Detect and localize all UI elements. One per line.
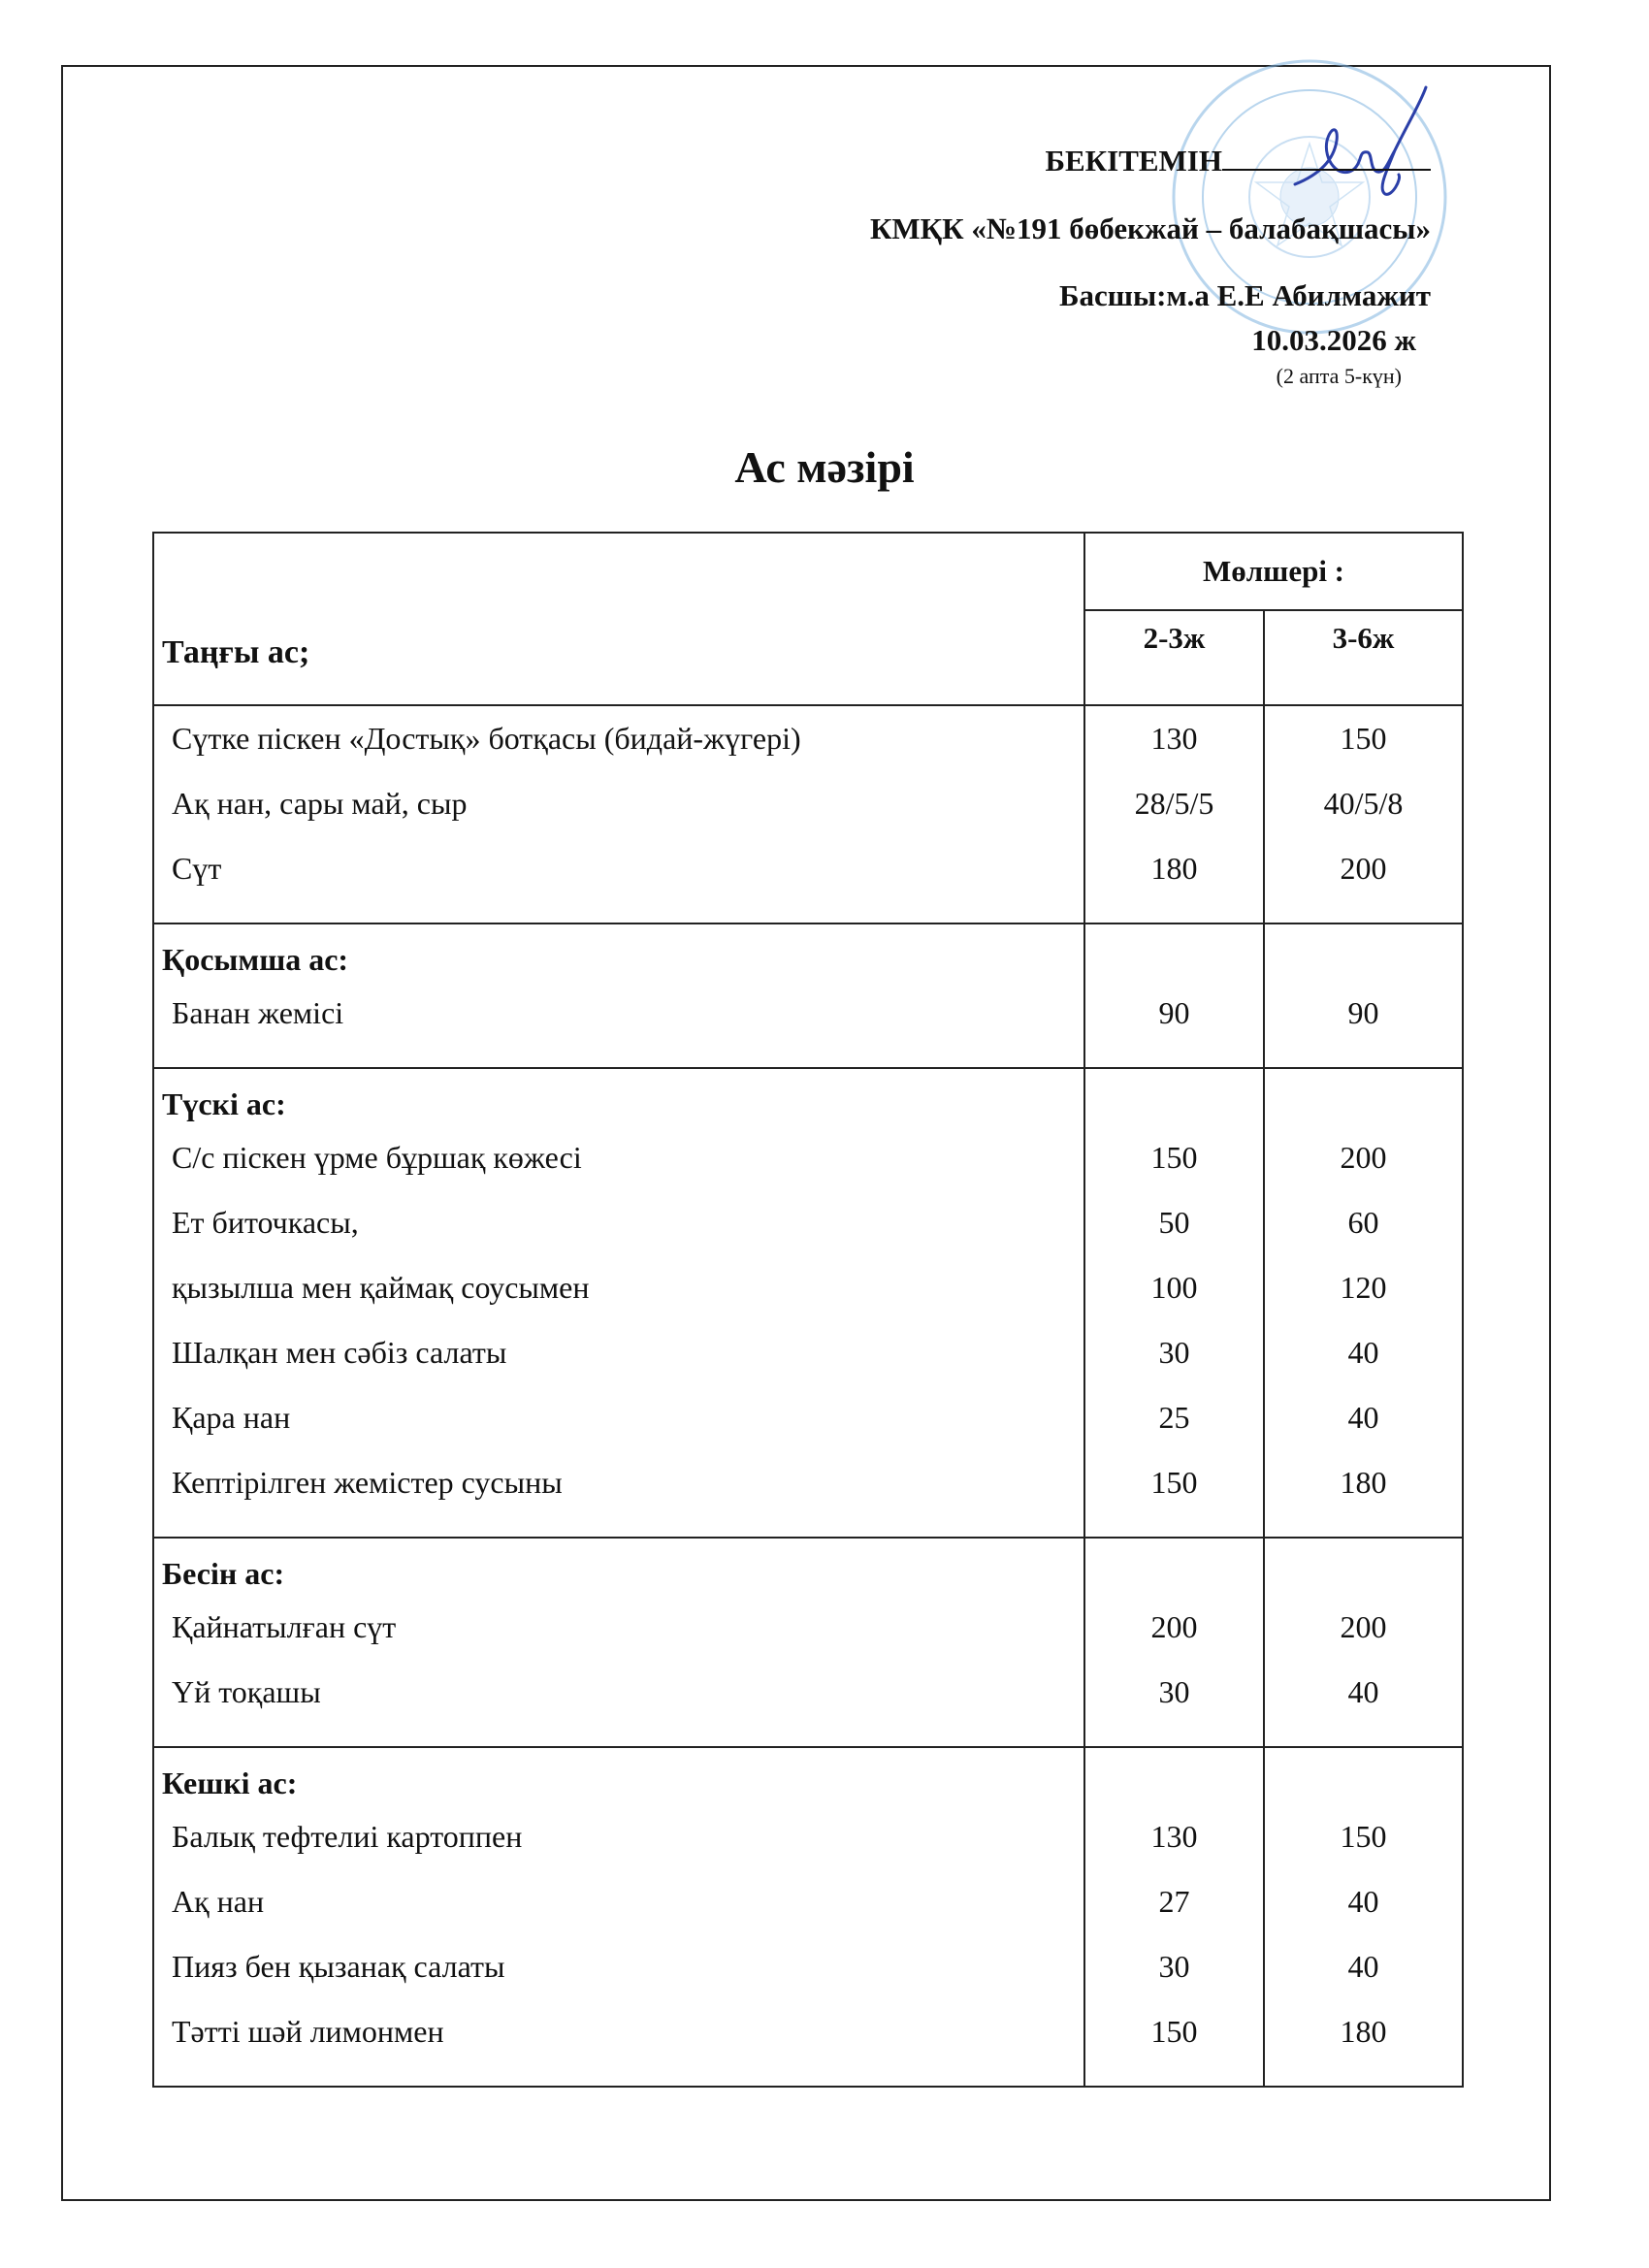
portion-2-3: 100 [1150,1270,1198,1305]
dish-name: Пияз бен қызанақ салаты [172,1949,505,1984]
portion-2-3: 130 [1150,721,1198,756]
portion-3-6: 180 [1340,1465,1387,1500]
quantity-cell-3-6 [1264,923,1463,1068]
portion-3-6: 40 [1347,1949,1379,1984]
head-name: Басшы:м.а Е.Е Абилмажит [1059,278,1431,312]
quantity-cell-3-6 [1264,1068,1463,1538]
quantity-cell-2-3 [1084,1068,1264,1538]
quantity-cell-3-6 [1264,705,1463,923]
quantity-header: Мөлшері : [1084,533,1463,610]
section-title: Бесін ас: [162,1556,285,1591]
portion-2-3: 30 [1158,1674,1190,1709]
portion-2-3: 25 [1158,1400,1190,1435]
portion-3-6: 120 [1340,1270,1387,1305]
dish-names-cell [153,705,1084,923]
quantity-cell-3-6 [1264,1538,1463,1747]
portion-2-3: 150 [1150,1140,1198,1175]
organization-name: КМҚК «№191 бөбекжай – балабақшасы» [869,211,1431,245]
portion-2-3: 130 [1150,1819,1198,1854]
approval-line [1045,144,1431,178]
age-group-header: 2-3ж [1084,610,1264,705]
dish-name: Банан жемісі [172,995,344,1030]
document-date: 10.03.2026 ж [1251,323,1416,357]
portion-2-3: 28/5/5 [1134,786,1214,821]
dish-name: Сүтке піскен «Достық» ботқасы (бидай-жүгері) [172,721,801,756]
portion-3-6: 180 [1340,2014,1387,2049]
signature-line [1222,146,1431,171]
portion-3-6: 40 [1347,1400,1379,1435]
section-title-spacer [1265,1539,1462,1595]
section-title-spacer [1265,1748,1462,1804]
dish-names-cell [153,1068,1084,1538]
quantity-cell-2-3 [1084,705,1264,923]
menu-section-row [153,1747,1463,2087]
section-title: Қосымша ас: [162,942,349,977]
dish-name: Үй тоқашы [172,1674,321,1709]
approve-label: БЕКІТЕМІН [1045,144,1222,178]
dish-name: Ақ нан, сары май, сыр [172,786,468,821]
portion-2-3: 200 [1150,1609,1198,1644]
section-title-spacer [1265,924,1462,981]
menu-sections [153,705,1463,2087]
section-title: Кешкі ас: [162,1766,298,1800]
signature-icon [1280,82,1445,199]
section-title-spacer [1085,1748,1263,1804]
quantity-cell-2-3 [1084,1747,1264,2087]
menu-table [152,532,1464,2088]
portion-2-3: 150 [1150,1465,1198,1500]
portion-2-3: 27 [1158,1884,1190,1919]
dish-name: С/с піскен үрме бұршақ көжесі [172,1140,582,1175]
section-title-spacer [1085,1539,1263,1595]
portion-3-6: 40 [1347,1674,1379,1709]
portion-3-6: 150 [1340,721,1387,756]
dish-name: Қара нан [172,1400,291,1435]
portion-3-6: 40/5/8 [1323,786,1404,821]
section-title: Түскі ас: [162,1086,286,1121]
dish-name: Сүт [172,851,222,886]
portion-3-6: 60 [1347,1205,1379,1240]
portion-2-3: 30 [1158,1949,1190,1984]
portion-2-3: 90 [1158,995,1190,1030]
portion-3-6: 40 [1347,1884,1379,1919]
portion-2-3: 180 [1150,851,1198,886]
quantity-cell-2-3 [1084,923,1264,1068]
menu-section-row [153,1068,1463,1538]
dish-names-cell [153,1538,1084,1747]
menu-section-row [153,705,1463,923]
portion-3-6: 150 [1340,1819,1387,1854]
portion-2-3: 150 [1150,2014,1198,2049]
section-title-spacer [1085,1069,1263,1125]
portion-2-3: 30 [1158,1335,1190,1370]
dish-name: Шалқан мен сәбіз салаты [172,1335,507,1370]
dish-name: Тәтті шәй лимонмен [172,2014,444,2049]
dish-name: Қайнатылған сүт [172,1609,397,1644]
dish-name: Кептірілген жемістер сусыны [172,1465,563,1500]
dish-name: Ет биточкасы, [172,1205,359,1240]
dish-name: Ақ нан [172,1884,265,1919]
dish-name: Балық тефтелиі картоппен [172,1819,523,1854]
section-title-spacer [1085,924,1263,981]
quantity-cell-2-3 [1084,1538,1264,1747]
portion-3-6: 200 [1340,1140,1387,1175]
menu-section-row [153,1538,1463,1747]
table-header-row [153,533,1463,610]
breakfast-header: Таңғы ас; [153,533,1084,705]
portion-2-3: 50 [1158,1205,1190,1240]
menu-section-row [153,923,1463,1068]
portion-3-6: 40 [1347,1335,1379,1370]
page-title: Ас мәзірі [734,442,915,492]
portion-3-6: 90 [1347,995,1379,1030]
dish-names-cell [153,923,1084,1068]
section-title-spacer [1265,1069,1462,1125]
portion-3-6: 200 [1340,1609,1387,1644]
quantity-cell-3-6 [1264,1747,1463,2087]
dish-name: қызылша мен қаймақ соусымен [172,1270,590,1305]
dish-names-cell [153,1747,1084,2087]
week-day-label: (2 апта 5-күн) [1276,364,1402,388]
age-group-header: 3-6ж [1264,610,1463,705]
portion-3-6: 200 [1340,851,1387,886]
